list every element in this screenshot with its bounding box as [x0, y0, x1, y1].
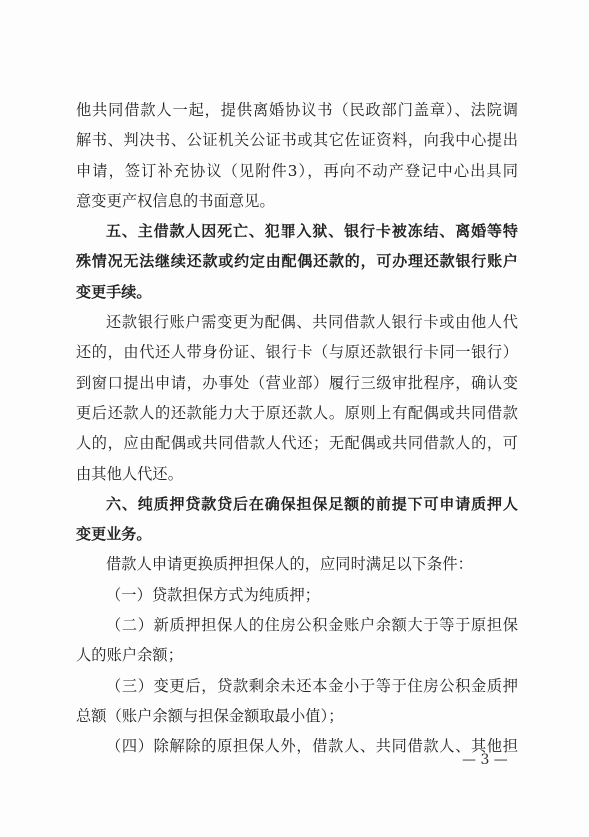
text-line-8: 还款银行账户需变更为配偶、共同借款人银行卡或由他人代 [106, 313, 518, 332]
section-heading-5-line-3: 变更手续。 [76, 282, 152, 301]
document-body [76, 95, 518, 762]
section-heading-6-line-1: 六、纯质押贷款贷后在确保担保足额的前提下可申请质押人 [106, 494, 518, 513]
page-number: — 3 — [462, 752, 508, 768]
text-line-3: 申请，签订补充协议（见附件3），再向不动产登记中心出具同 [76, 161, 518, 180]
section-heading-5-line-2: 殊情况无法继续还款或约定由配偶还款的，可办理还款银行账户 [76, 252, 518, 271]
section-heading-5-line-1: 五、主借款人因死亡、犯罪入狱、银行卡被冻结、离婚等特 [106, 222, 518, 241]
section-heading-6-line-2: 变更业务。 [76, 525, 152, 544]
list-item-4-line-1: （四）除解除的原担保人外，借款人、共同借款人、其他担 [106, 737, 518, 756]
text-line-1: 他共同借款人一起，提供离婚协议书（民政部门盖章）、法院调 [76, 101, 518, 119]
list-item-2-line-1: （二）新质押担保人的住房公积金账户余额大于等于原担保 [106, 616, 518, 635]
text-line-12: 人的，应由配偶或共同借款人代还；无配偶或共同借款人的，可 [76, 434, 518, 453]
text-line-13: 由其他人代还。 [76, 464, 184, 483]
text-line-10: 到窗口提出申请，办事处（营业部）履行三级审批程序，确认变 [76, 373, 518, 392]
text-line-9: 还的，由代还人带身份证、银行卡（与原还款银行卡同一银行） [76, 343, 518, 362]
text-line-2: 解书、判决书、公证机关公证书或其它佐证资料，向我中心提出 [76, 131, 518, 150]
text-line-16: 借款人申请更换质押担保人的，应同时满足以下条件： [106, 555, 473, 574]
text-line-4: 意变更产权信息的书面意见。 [76, 191, 275, 210]
text-line-11: 更后还款人的还款能力大于原还款人。原则上有配偶或共同借款 [76, 403, 518, 422]
list-item-2-line-2: 人的账户余额； [76, 646, 184, 665]
list-item-3-line-1: （三）变更后，贷款剩余未还本金小于等于住房公积金质押 [106, 676, 518, 695]
list-item-3-line-2: 总额（账户余额与担保金额取最小值）； [76, 706, 344, 725]
list-item-1: （一）贷款担保方式为纯质押； [106, 585, 321, 604]
